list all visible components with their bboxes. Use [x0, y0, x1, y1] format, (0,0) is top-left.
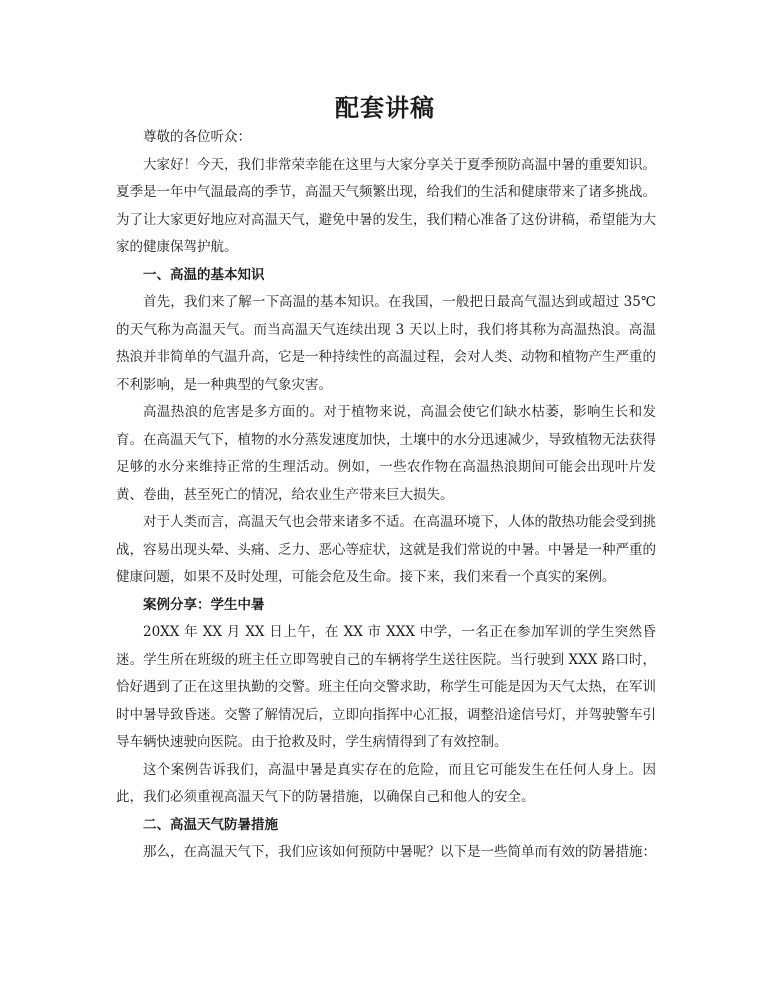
salutation: 尊敬的各位听众：	[143, 129, 251, 145]
section-heading-1: 一、高温的基本知识	[143, 266, 265, 283]
case-paragraph-1: 20XX 年 XX 月 XX 日上午，在 XX 市 XXX 中学，一名正在参加军训的学生突然昏迷。学生所在班级的班主任立即驾驶自己的车辆将学生送往医院。当行驶到 XXX 路口时，恰好遇到了正在这里执勤的交警。班主任向交警求助，称学生可能是因为天气太热，在军训时中暑导致昏迷。交警了解情况后，立即向指挥中心汇报，调整沿途信号灯，并驾驶警车引导车辆快速驶向医院。由于抢救及时，学生病情得到了有效控制。	[116, 624, 656, 750]
document-body	[116, 124, 656, 867]
section1-paragraph-3: 对于人类而言，高温天气也会带来诸多不适。在高温环境下，人体的散热功能会受到挑战，容易出现头晕、头痛、乏力、恶心等症状，这就是我们常说的中暑。中暑是一种严重的健康问题，如果不及时处理，可能会危及生命。接下来，我们来看一个真实的案例。	[116, 514, 656, 585]
case-paragraph-2: 这个案例告诉我们，高温中暑是真实存在的危险，而且它可能发生在任何人身上。因此，我们必须重视高温天气下的防暑措施，以确保自己和他人的安全。	[116, 761, 656, 805]
section-heading-2: 二、高温天气防暑措施	[143, 816, 278, 833]
document-title: 配套讲稿	[335, 93, 435, 122]
section2-paragraph-1: 那么，在高温天气下，我们应该如何预防中暑呢？以下是一些简单而有效的防暑措施：	[143, 844, 656, 860]
intro-paragraph: 大家好！今天，我们非常荣幸能在这里与大家分享关于夏季预防高温中暑的重要知识。夏季是一年中气温最高的季节，高温天气频繁出现，给我们的生活和健康带来了诸多挑战。为了让大家更好地应对高温天气，避免中暑的发生，我们精心准备了这份讲稿，希望能为大家的健康保驾护航。	[116, 156, 656, 255]
section1-paragraph-1: 首先，我们来了解一下高温的基本知识。在我国，一般把日最高气温达到或超过 35℃的天气称为高温天气。而当高温天气连续出现 3 天以上时，我们将其称为高温热浪。高温热浪并非简单的气温升高，它是一种持续性的高温过程，会对人类、动物和植物产生严重的不利影响，是一种典型的气象灾害。	[116, 294, 656, 393]
case-heading: 案例分享：学生中暑	[143, 596, 265, 613]
section1-paragraph-2: 高温热浪的危害是多方面的。对于植物来说，高温会使它们缺水枯萎，影响生长和发育。在高温天气下，植物的水分蒸发速度加快，土壤中的水分迅速减少，导致植物无法获得足够的水分来维持正常的生理活动。例如，一些农作物在高温热浪期间可能会出现叶片发黄、卷曲，甚至死亡的情况，给农业生产带来巨大损失。	[116, 404, 656, 503]
